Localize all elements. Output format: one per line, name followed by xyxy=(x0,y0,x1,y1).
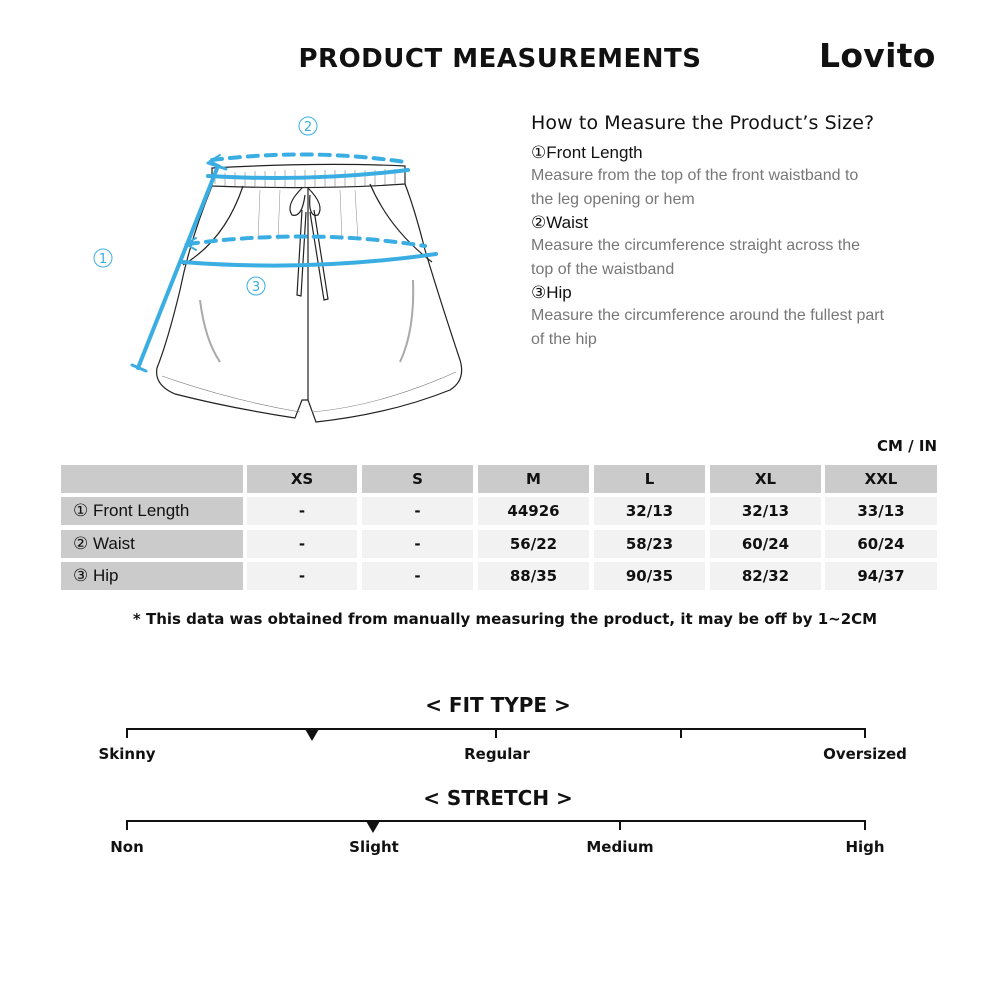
row-label: ② Waist xyxy=(61,530,243,558)
table-cell: - xyxy=(247,562,357,590)
fit-label-regular: Regular xyxy=(464,745,530,763)
table-cell: - xyxy=(362,562,473,590)
tick xyxy=(619,820,621,830)
row-label: ① Front Length xyxy=(61,497,243,525)
header-cell-empty xyxy=(61,465,243,493)
marker-1: 1 xyxy=(98,252,108,267)
measurement-diagram xyxy=(80,100,500,440)
table-cell: - xyxy=(247,497,357,525)
waist-dashed-line xyxy=(212,154,405,162)
stretch-marker-icon xyxy=(366,821,380,833)
table-cell: 32/13 xyxy=(710,497,821,525)
header-cell-s: S xyxy=(362,465,473,493)
table-cell: - xyxy=(247,530,357,558)
desc-line: Measure the circumference straight across the xyxy=(531,237,861,254)
table-cell: 60/24 xyxy=(825,530,937,558)
tick xyxy=(864,820,866,830)
measurement-footnote: * This data was obtained from manually measuring the product, it may be off by 1~2CM xyxy=(132,610,878,628)
header-cell-l: L xyxy=(594,465,705,493)
desc-line: the leg opening or hem xyxy=(531,190,695,208)
unit-label: CM / IN xyxy=(877,437,937,455)
instruction-title-waist: ②Waist xyxy=(531,213,589,232)
tick xyxy=(680,728,682,738)
stretch-title: < STRETCH > xyxy=(423,786,573,810)
stretch-line xyxy=(126,820,866,822)
desc-line: of the hip xyxy=(531,330,597,348)
instruction-title-hip: ③Hip xyxy=(531,283,572,302)
instruction-desc-hip xyxy=(531,304,951,351)
table-cell: - xyxy=(362,530,473,558)
brand-logo: Lovito xyxy=(819,36,936,75)
fit-type-title: < FIT TYPE > xyxy=(425,693,571,717)
tick xyxy=(495,728,497,738)
front-length-line xyxy=(138,166,218,368)
tick xyxy=(126,728,128,738)
fit-label-oversized: Oversized xyxy=(823,745,907,763)
desc-line: Measure the circumference around the fullest part xyxy=(531,307,885,324)
table-cell: 60/24 xyxy=(710,530,821,558)
table-cell: 94/37 xyxy=(825,562,937,590)
header-cell-xxl: XXL xyxy=(825,465,937,493)
stretch-label-high: High xyxy=(845,838,885,856)
table-cell: 32/13 xyxy=(594,497,705,525)
table-cell: 56/22 xyxy=(478,530,589,558)
table-cell: - xyxy=(362,497,473,525)
table-cell: 90/35 xyxy=(594,562,705,590)
tick xyxy=(126,820,128,830)
table-cell: 82/32 xyxy=(710,562,821,590)
header-cell-xs: XS xyxy=(247,465,357,493)
instructions-heading: How to Measure the Product’s Size? xyxy=(531,112,875,134)
page-title: PRODUCT MEASUREMENTS xyxy=(298,44,702,74)
header-cell-m: M xyxy=(478,465,589,493)
table-cell: 44926 xyxy=(478,497,589,525)
header-cell-xl: XL xyxy=(710,465,821,493)
instruction-desc-front-length xyxy=(531,164,951,211)
measure-instructions xyxy=(531,112,951,352)
table-cell: 88/35 xyxy=(478,562,589,590)
marker-3: 3 xyxy=(251,280,261,295)
table-cell: 58/23 xyxy=(594,530,705,558)
table-cell: 33/13 xyxy=(825,497,937,525)
stretch-label-slight: Slight xyxy=(349,838,399,856)
marker-2: 2 xyxy=(303,120,313,135)
fit-label-skinny: Skinny xyxy=(98,745,156,763)
desc-line: top of the waistband xyxy=(531,260,675,278)
tick xyxy=(864,728,866,738)
stretch-label-medium: Medium xyxy=(586,838,654,856)
instruction-desc-waist xyxy=(531,234,951,281)
fit-type-marker-icon xyxy=(305,729,319,741)
instruction-title-front-length: ①Front Length xyxy=(531,143,643,162)
row-label: ③ Hip xyxy=(61,562,243,590)
stretch-label-non: Non xyxy=(110,838,144,856)
desc-line: Measure from the top of the front waistband to xyxy=(531,167,859,184)
